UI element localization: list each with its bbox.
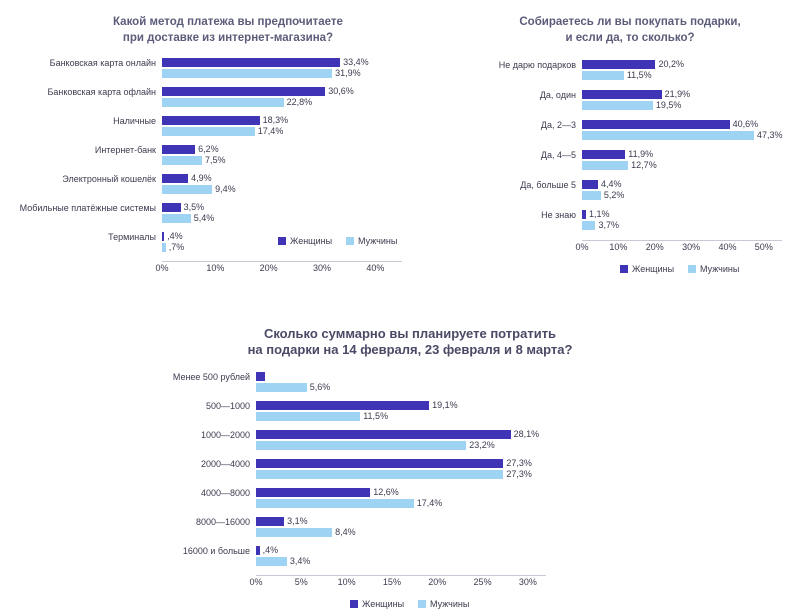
bar-value-label: 20,2% [658,59,684,69]
bar-value-label: 17,4% [416,498,443,508]
legend-swatch-women-icon [350,600,358,608]
panel1-title [18,14,438,46]
chart-row [470,150,790,170]
axis-tick-label: 0% [249,577,263,587]
bar-group [162,203,448,223]
bar-value-label: 5,4% [193,213,215,223]
bar-value-label: 3,4% [289,556,311,566]
bar-value-label: 47,3% [757,130,783,140]
panel1-rows [8,58,448,252]
bar-men [162,127,448,136]
category-label: Не дарю подарков [498,60,576,70]
bar-rect [582,210,586,219]
bar-value-label: 11,5% [626,70,652,80]
bar-rect [162,98,284,107]
chart-row [150,517,670,537]
chart-row [150,401,670,421]
panel1-title-line1: Какой метод платежа вы предпочитаете [113,16,343,28]
panel1-axis-line [162,261,402,262]
bar-women [256,372,670,381]
bar-group [582,120,790,140]
bar-rect [162,185,212,194]
bar-rect [162,87,325,96]
chart-row [8,58,448,78]
chart-row [150,546,670,566]
bar-rect [256,459,503,468]
bar-group [256,517,670,537]
bar-women [256,488,670,497]
bar-women [256,459,670,468]
bar-women [582,60,790,69]
bar-women [162,203,448,212]
panel1-legend [278,236,397,246]
category-label: Да, 2—3 [540,120,576,130]
legend-label-women: Женщины [290,236,333,246]
bar-value-label: 7,5% [205,155,226,165]
bar-group [256,430,670,450]
legend-label-women: Женщины [632,264,675,274]
category-label: Наличные [113,116,156,126]
axis-tick-label: 0% [155,263,169,273]
bar-rect [256,470,503,479]
panel3-rows [150,372,670,566]
legend-item-men [418,599,469,609]
axis-tick-label: 25% [473,577,492,587]
bar-men [582,191,790,200]
bar-rect [582,90,662,99]
bar-men [256,383,670,392]
category-label: Электронный кошелёк [62,174,156,184]
bar-value-label: 12,7% [631,160,657,170]
bar-rect [256,546,260,555]
chart-row [150,372,670,392]
bar-value-label: 17,4% [257,126,284,136]
panel1-chart [8,58,448,281]
bar-group [162,145,448,165]
bar-group [582,60,790,80]
bar-rect [582,161,628,170]
bar-value-label: 28,1% [513,429,540,439]
legend-label-women: Женщины [362,599,405,609]
bar-women [162,87,448,96]
bar-men [256,528,670,537]
bar-rect [162,203,181,212]
chart-row [150,488,670,508]
chart-row [150,430,670,450]
bar-group [162,87,448,107]
axis-tick-label: 40% [366,263,385,273]
category-label: 8000—16000 [195,517,250,527]
panel2-chart [470,60,790,260]
legend-label-men: Мужчины [700,264,740,274]
bar-rect [582,180,598,189]
legend-label-men: Мужчины [430,599,470,609]
panel2-title [470,14,790,46]
bar-men [162,69,448,78]
bar-men [162,214,448,223]
axis-tick-label: 20% [645,242,664,252]
bar-women [582,120,790,129]
bar-rect [256,441,466,450]
axis-tick-label: 15% [382,577,401,587]
panel2-title-line1: Собираетесь ли вы покупать подарки, [519,16,741,28]
bar-men [162,98,448,107]
bar-value-label: 1,1% [589,209,610,219]
bar-rect [162,69,332,78]
legend-item-women [620,264,674,274]
panel3-title [150,326,670,358]
bar-women [256,401,670,410]
bar-value-label: 11,9% [628,149,654,159]
bar-men [256,499,670,508]
category-label: Банковская карта офлайн [47,87,156,97]
bar-women [162,58,448,67]
bar-men [582,71,790,80]
legend-swatch-women-icon [620,265,628,273]
bar-group [582,90,790,110]
panel3-title-line1: Сколько суммарно вы планируете потратить [263,326,557,341]
category-label: Да, один [539,90,576,100]
chart-row [8,116,448,136]
axis-tick-label: 30% [312,263,332,273]
bar-rect [162,174,188,183]
bar-rect [256,430,511,439]
axis-tick-label: 20% [428,577,447,587]
bar-rect [162,116,260,125]
bar-value-label: ,7% [168,242,185,252]
bar-men [162,156,448,165]
bar-value-label: 9,4% [215,184,236,194]
chart-row [8,87,448,107]
bar-value-label: 11,5% [363,411,389,421]
chart-panel-gift-spend [150,326,670,609]
bar-women [162,116,448,125]
bar-value-label: 27,3% [506,469,532,479]
bar-rect [582,221,595,230]
axis-tick-label: 5% [294,577,308,587]
chart-row [470,180,790,200]
axis-tick-label: 30% [682,242,701,252]
bar-group [582,180,790,200]
bar-value-label: 19,5% [655,100,682,110]
chart-row [470,120,790,140]
category-label: 1000—2000 [200,430,250,440]
bar-value-label: ,4% [167,231,183,241]
bar-men [582,101,790,110]
bar-group [256,372,670,392]
bar-value-label: 27,3% [506,458,532,468]
axis-tick-label: 50% [754,242,773,252]
bar-rect [256,557,287,566]
panel3-title-line2: на подарки на 14 февраля, 23 февраля и 8 марта? [247,342,573,357]
bar-group [582,210,790,230]
bar-group [582,150,790,170]
bar-rect [256,372,265,381]
bar-rect [256,499,414,508]
bar-women [256,430,670,439]
bar-women [162,145,448,154]
chart-row [470,210,790,230]
bar-rect [256,528,332,537]
chart-row [8,203,448,223]
legend-swatch-women-icon [278,237,286,245]
bar-value-label: 31,9% [335,68,361,78]
bar-value-label: 4,9% [191,173,212,183]
bar-group [256,401,670,421]
legend-item-women [350,599,404,609]
bar-women [582,90,790,99]
bar-rect [256,383,307,392]
bar-rect [162,243,166,252]
category-label: Терминалы [108,232,156,242]
legend-swatch-men-icon [688,265,696,273]
bar-rect [582,150,625,159]
bar-group [256,488,670,508]
bar-rect [162,58,340,67]
panel2-axis-line [582,240,782,241]
bar-rect [582,120,730,129]
bar-value-label: ,4% [262,545,279,555]
legend-swatch-men-icon [346,237,354,245]
bar-value-label: 21,9% [664,89,691,99]
legend-item-men [688,264,739,274]
bar-value-label: 12,6% [373,487,399,497]
category-label: Банковская карта онлайн [49,58,156,68]
chart-row [8,145,448,165]
bar-rect [256,488,370,497]
bar-value-label: 5,6% [309,382,331,392]
category-label: Интернет-банк [94,145,156,155]
bar-value-label: 4,4% [601,179,622,189]
bar-rect [582,191,601,200]
bar-women [162,174,448,183]
category-label: 16000 и больше [182,546,250,556]
bar-men [162,185,448,194]
legend-item-women [278,236,332,246]
bar-value-label: 30,6% [328,86,354,96]
bar-value-label: 19,1% [432,400,458,410]
bar-women [582,210,790,219]
bar-men [582,221,790,230]
bar-value-label: 8,4% [335,527,356,537]
panel2-rows [470,60,790,230]
bar-men [256,557,670,566]
bar-women [256,546,670,555]
category-label: 2000—4000 [200,459,250,469]
panel2-title-line2: и если да, то сколько? [565,32,695,44]
bar-value-label: 5,2% [603,190,625,200]
bar-value-label: 3,7% [598,220,619,230]
bar-rect [162,127,255,136]
bar-rect [162,156,202,165]
bar-rect [256,412,360,421]
bar-value-label: 33,4% [343,57,369,67]
bar-rect [256,401,429,410]
chart-row [8,174,448,194]
bar-women [582,180,790,189]
bar-group [256,546,670,566]
axis-tick-label: 10% [337,577,356,587]
legend-swatch-men-icon [418,600,426,608]
bar-group [162,174,448,194]
panel3-chart [150,372,670,595]
bar-value-label: 23,2% [469,440,495,450]
bar-value-label: 3,1% [287,516,308,526]
axis-tick-label: 40% [718,242,737,252]
panel1-axis [155,261,402,281]
axis-tick-label: 10% [609,242,628,252]
category-label: Да, 4—5 [540,150,576,160]
category-label: Мобильные платёжные системы [19,203,156,213]
axis-tick-label: 30% [518,577,537,587]
bar-women [582,150,790,159]
category-label: Да, больше 5 [520,180,576,190]
panel3-axis-line [256,575,546,576]
bar-rect [582,131,754,140]
bar-men [582,161,790,170]
bar-value-label: 22,8% [286,97,313,107]
panel3-axis [249,575,546,595]
panel1-title-line2: при доставке из интернет-магазина? [122,32,334,44]
chart-panel-payment-method [8,14,448,281]
bar-men [256,470,670,479]
category-label: Не знаю [541,210,576,220]
chart-row [470,60,790,80]
bar-value-label: 40,6% [732,119,759,129]
bar-rect [162,145,195,154]
bar-rect [162,214,191,223]
bar-rect [582,60,655,69]
bar-rect [582,71,624,80]
bar-men [582,131,790,140]
bar-men [256,412,670,421]
category-label: Менее 500 рублей [172,372,250,382]
bar-group [162,58,448,78]
bar-men [256,441,670,450]
legend-label-men: Мужчины [358,236,398,246]
legend-item-men [346,236,397,246]
axis-tick-label: 10% [206,263,225,273]
chart-row [470,90,790,110]
panel2-legend [620,264,790,274]
bar-group [256,459,670,479]
axis-tick-label: 0% [575,242,589,252]
axis-tick-label: 20% [259,263,278,273]
bar-rect [582,101,653,110]
bar-value-label: 6,2% [198,144,219,154]
bar-group [162,116,448,136]
bar-rect [256,517,284,526]
chart-panel-gift-count [470,14,790,274]
bar-value-label: 3,5% [183,202,205,212]
chart-row [150,459,670,479]
category-label: 4000—8000 [200,488,250,498]
category-label: 500—1000 [205,401,250,411]
panel3-legend [350,599,670,609]
bar-women [256,517,670,526]
bar-value-label: 18,3% [262,115,289,125]
bar-rect [162,232,164,241]
panel2-axis [575,240,782,260]
